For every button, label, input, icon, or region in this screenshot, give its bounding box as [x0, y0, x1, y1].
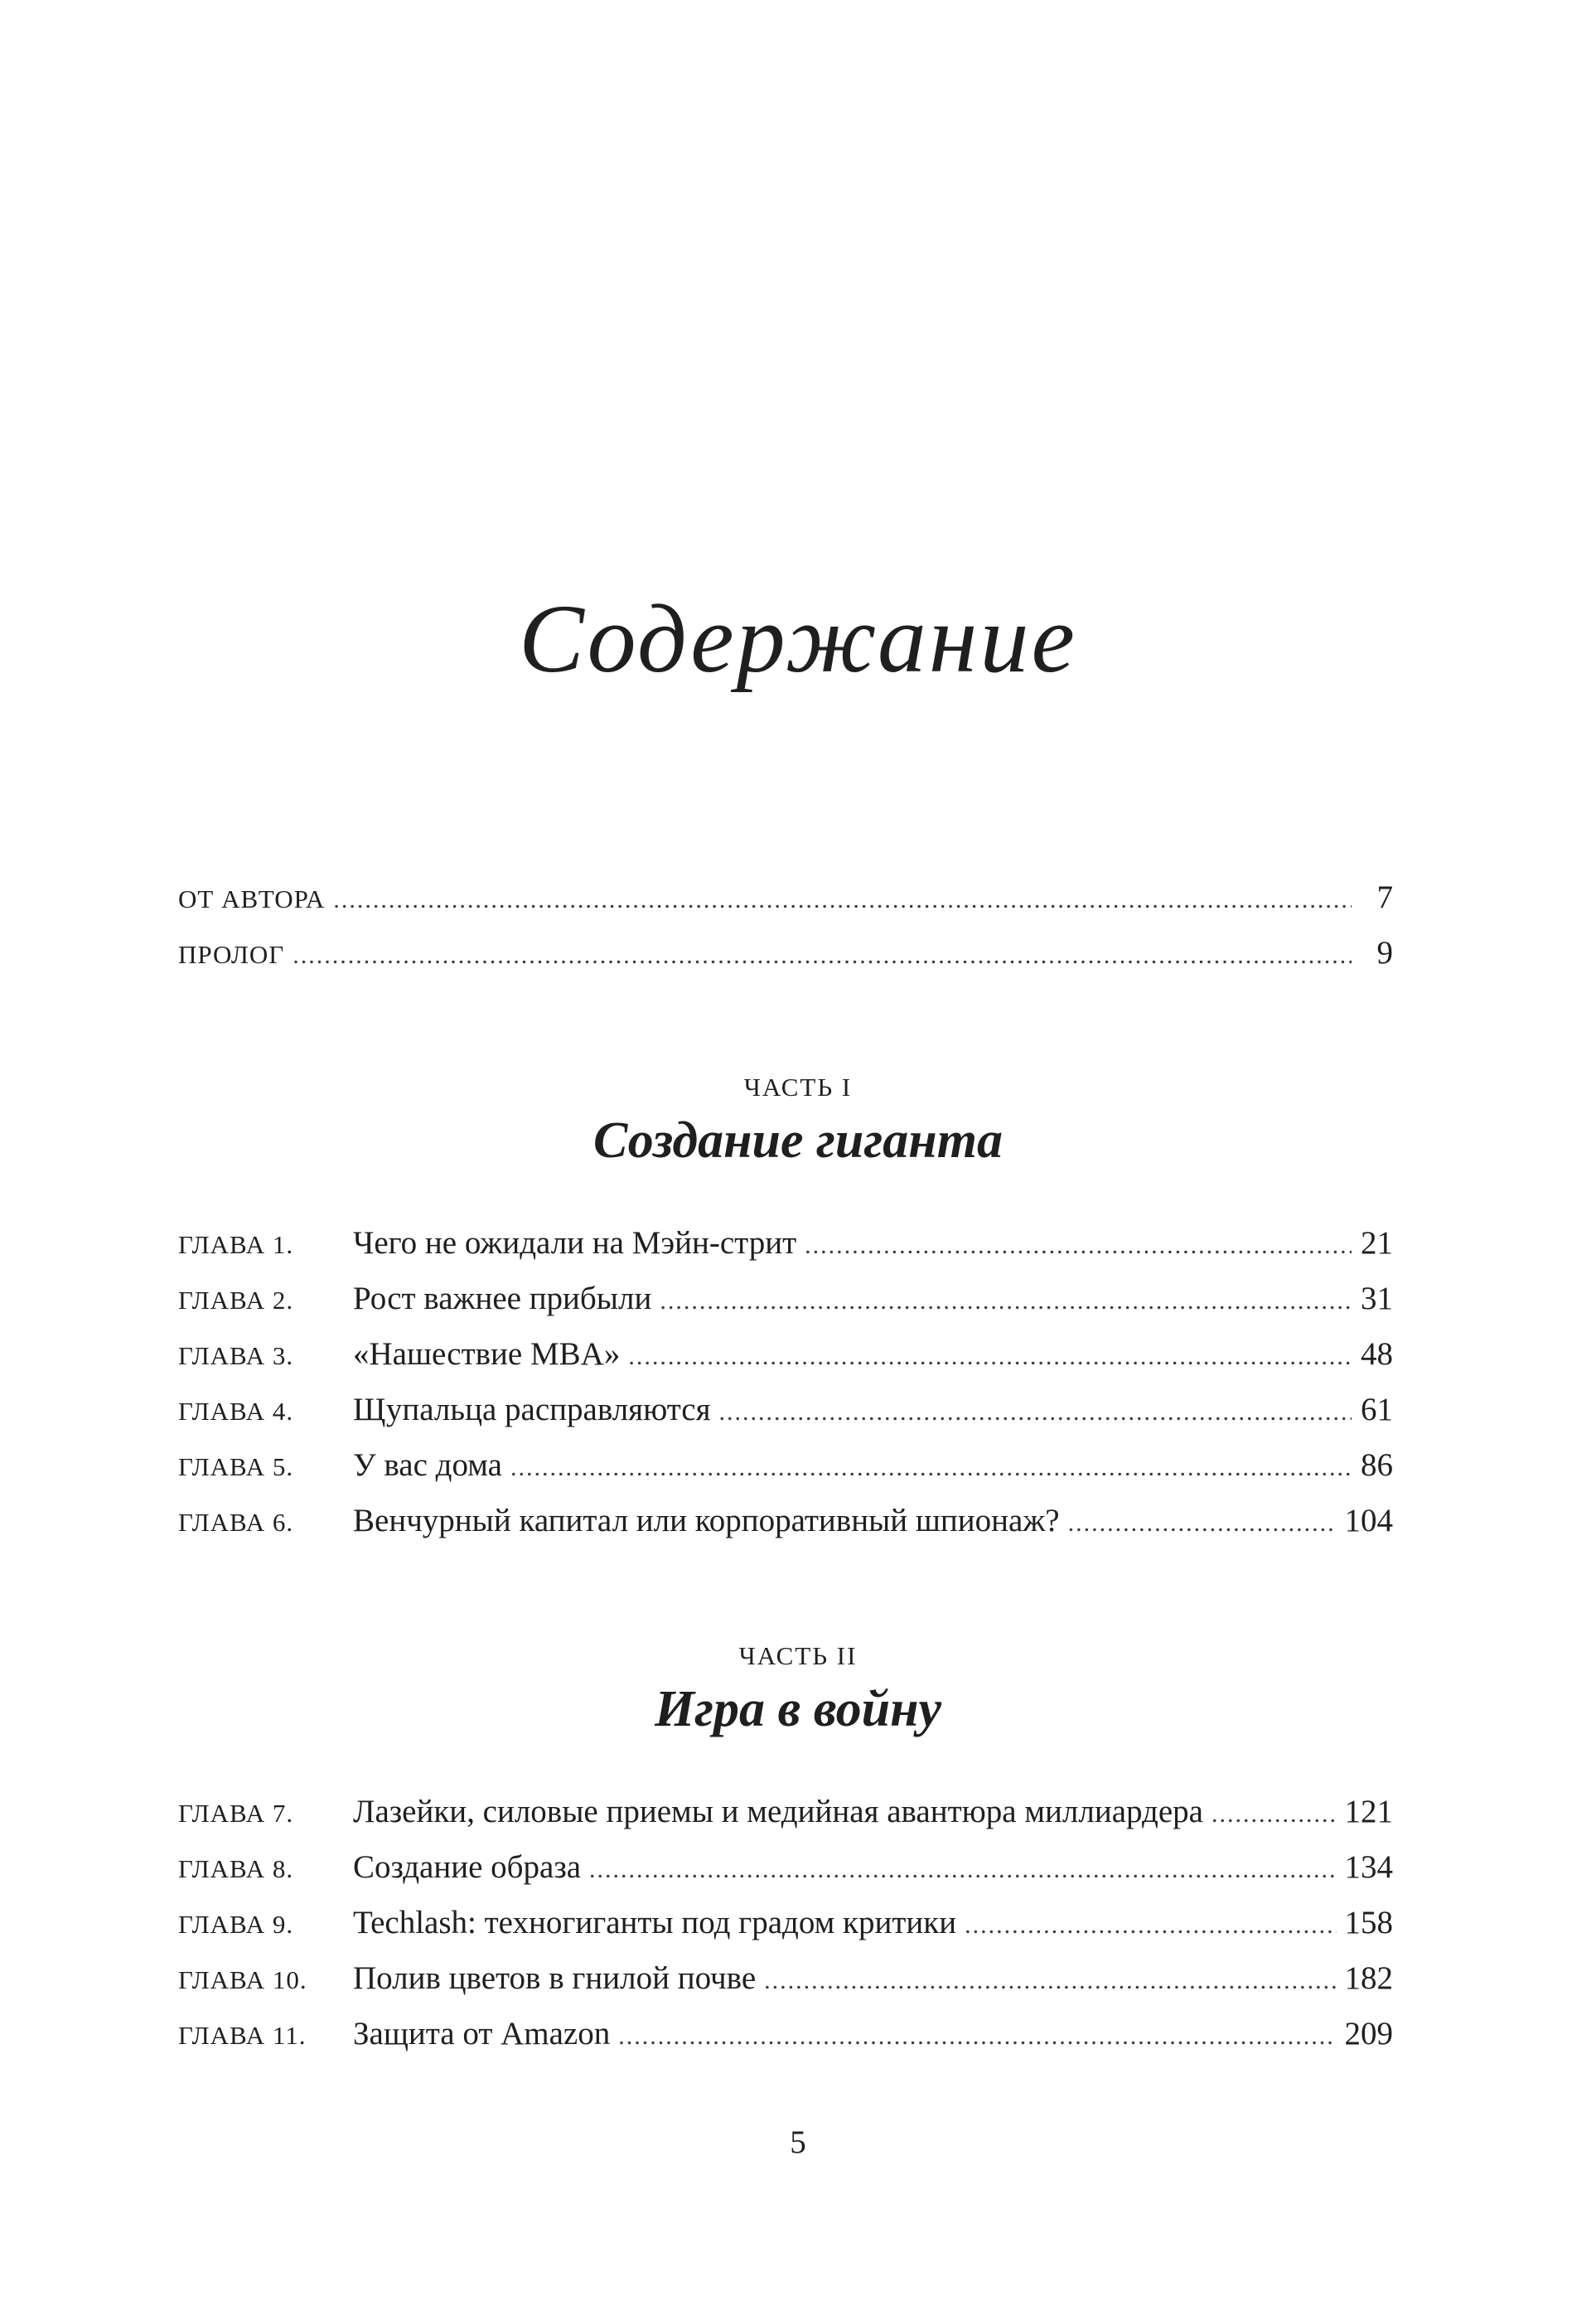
page-title: Содержание [519, 584, 1077, 693]
toc-page-number: 61 [1361, 1392, 1393, 1427]
dot-leader [589, 1849, 1336, 1891]
chapter-title: У вас дома [353, 1447, 502, 1483]
dot-leader [965, 1905, 1336, 1946]
part-title: Создание гиганта [593, 1112, 1003, 1169]
toc-chapter-row [178, 1902, 1393, 1944]
toc-chapter-row [178, 1334, 1393, 1375]
chapter-label: ГЛАВА 4. [178, 1397, 294, 1426]
chapter-label: ГЛАВА 1. [178, 1230, 294, 1259]
toc-page-number: 48 [1361, 1336, 1393, 1372]
toc-chapter-row [178, 1791, 1393, 1833]
toc-chapter-row [178, 1389, 1393, 1431]
dot-leader [1212, 1794, 1337, 1835]
part-title: Игра в войну [654, 1681, 942, 1737]
toc-chapter-row [178, 1223, 1393, 1264]
toc-chapter-row [178, 1500, 1393, 1542]
dot-leader [628, 1336, 1352, 1378]
dot-leader [764, 1960, 1336, 2002]
toc-page-number: 104 [1344, 1503, 1393, 1538]
dot-leader [805, 1225, 1352, 1267]
toc-page-number: 21 [1361, 1225, 1393, 1261]
toc-entry-title: ПРОЛОГ [178, 940, 285, 969]
toc-chapter-row [178, 1278, 1393, 1320]
toc-page-number: 209 [1344, 2016, 1393, 2052]
toc-entry-from-author [178, 877, 1393, 918]
chapter-label: ГЛАВА 6. [178, 1508, 294, 1537]
dot-leader [618, 2016, 1336, 2057]
toc-page-number: 7 [1376, 879, 1393, 915]
dot-leader [510, 1447, 1352, 1489]
toc-page-number: 86 [1361, 1447, 1393, 1483]
chapter-title: Создание образа [353, 1849, 582, 1885]
chapter-title: «Нашествие MBA» [353, 1336, 621, 1372]
part-label: ЧАСТЬ II [738, 1641, 858, 1670]
toc-page-number: 121 [1344, 1794, 1393, 1829]
chapter-title: Techlash: техногиганты под градом критики [353, 1905, 957, 1940]
dot-leader [719, 1392, 1352, 1433]
chapter-title: Лазейки, силовые приемы и медийная авантюра миллиардера [353, 1794, 1203, 1829]
toc-entry-prologue [178, 933, 1393, 974]
chapter-label: ГЛАВА 11. [178, 2021, 307, 2050]
chapter-title: Чего не ожидали на Мэйн-стрит [353, 1225, 797, 1261]
chapter-label: ГЛАВА 10. [178, 1965, 307, 1994]
toc-page-number: 182 [1344, 1960, 1393, 1996]
toc-chapter-row [178, 1445, 1393, 1486]
page-number: 5 [790, 2124, 806, 2160]
chapter-title: Защита от Amazon [353, 2016, 611, 2052]
chapter-title: Полив цветов в гнилой почве [353, 1960, 757, 1996]
toc-chapter-row [178, 2013, 1393, 2055]
toc-chapter-row [178, 1958, 1393, 1999]
chapter-label: ГЛАВА 5. [178, 1452, 294, 1481]
dot-leader [660, 1281, 1352, 1322]
chapter-title: Рост важнее прибыли [353, 1281, 652, 1316]
chapter-label: ГЛАВА 9. [178, 1910, 294, 1939]
dot-leader [293, 935, 1352, 976]
dot-leader [333, 879, 1352, 921]
chapter-label: ГЛАВА 3. [178, 1341, 294, 1370]
chapter-title: Щупальца расправляются [353, 1392, 711, 1427]
toc-page-number: 9 [1376, 935, 1393, 971]
dot-leader [1068, 1503, 1337, 1544]
toc-chapter-row [178, 1847, 1393, 1888]
chapter-label: ГЛАВА 7. [178, 1799, 294, 1828]
chapter-title: Венчурный капитал или корпоративный шпионаж? [353, 1503, 1060, 1538]
chapter-label: ГЛАВА 8. [178, 1854, 294, 1883]
chapter-label: ГЛАВА 2. [178, 1286, 294, 1315]
toc-entry-title: ОТ АВТОРА [178, 884, 326, 913]
toc-page-number: 31 [1361, 1281, 1393, 1316]
part-label: ЧАСТЬ I [743, 1073, 853, 1102]
toc-page-number: 158 [1344, 1905, 1393, 1940]
toc-page-number: 134 [1344, 1849, 1393, 1885]
